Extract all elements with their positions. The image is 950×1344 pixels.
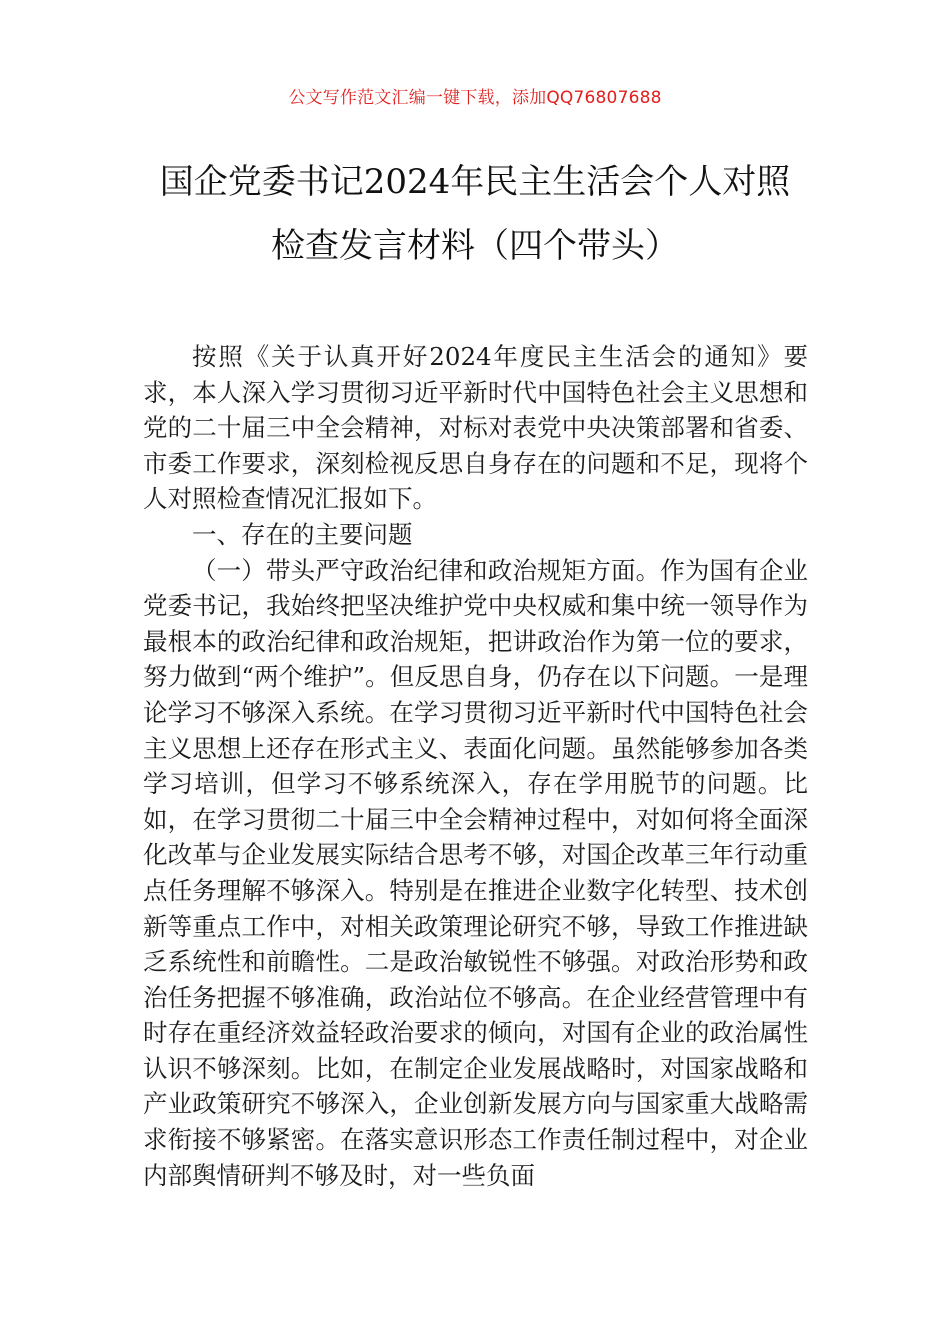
title-line-2: 检查发言材料（四个带头） bbox=[271, 226, 679, 266]
body-paragraph: （一）带头严守政治纪律和政治规矩方面。作为国有企业党委书记，我始终把坚决维护党中央权威和集中统一领导作为最根本的政治纪律和政治规矩，把讲政治作为第一位的要求，努力做到“两个维护”。但反思自身，仍存在以下问题。一是理论学习不够深入系统。在学习贯彻习近平新时代中国特色社会主义思想上还存在形式主义、表面化问题。虽然能够参加各类学习培训，但学习不够系统深入，存在学用脱节的问题。比如，在学习贯彻二十届三中全会精神过程中，对如何将全面深化改革与企业发展实际结合思考不够，对国企改革三年行动重点任务理解不够深入。特别是在推进企业数字化转型、技术创新等重点工作中，对相关政策理论研究不够，导致工作推进缺乏系统性和前瞻性。二是政治敏锐性不够强。对政治形势和政治任务把握不够准确，政治站位不够高。在企业经营管理中有时存在重经济效益轻政治要求的倾向，对国有企业的政治属性认识不够深刻。比如，在制定企业发展战略时，对国家战略和产业政策研究不够深入，企业创新发展方向与国家重大战略需求衔接不够紧密。在落实意识形态工作责任制过程中，对企业内部舆情研判不够及时，对一些负面 bbox=[143, 555, 808, 1190]
title-line-1: 国企党委书记2024年民主生活会个人对照 bbox=[159, 162, 791, 202]
intro-paragraph: 按照《关于认真开好2024年度民主生活会的通知》要求，本人深入学习贯彻习近平新时代中国特色社会主义思想和党的二十届三中全会精神，对标对表党中央决策部署和省委、市委工作要求，深刻检视反思自身存在的问题和不足，现将个人对照检查情况汇报如下。 bbox=[143, 342, 808, 514]
section-heading: 一、存在的主要问题 bbox=[192, 519, 413, 549]
document-title bbox=[110, 150, 840, 278]
download-banner[interactable]: 公文写作范文汇编一键下载，添加QQ76807688 bbox=[288, 88, 662, 108]
document-body bbox=[143, 339, 808, 1193]
